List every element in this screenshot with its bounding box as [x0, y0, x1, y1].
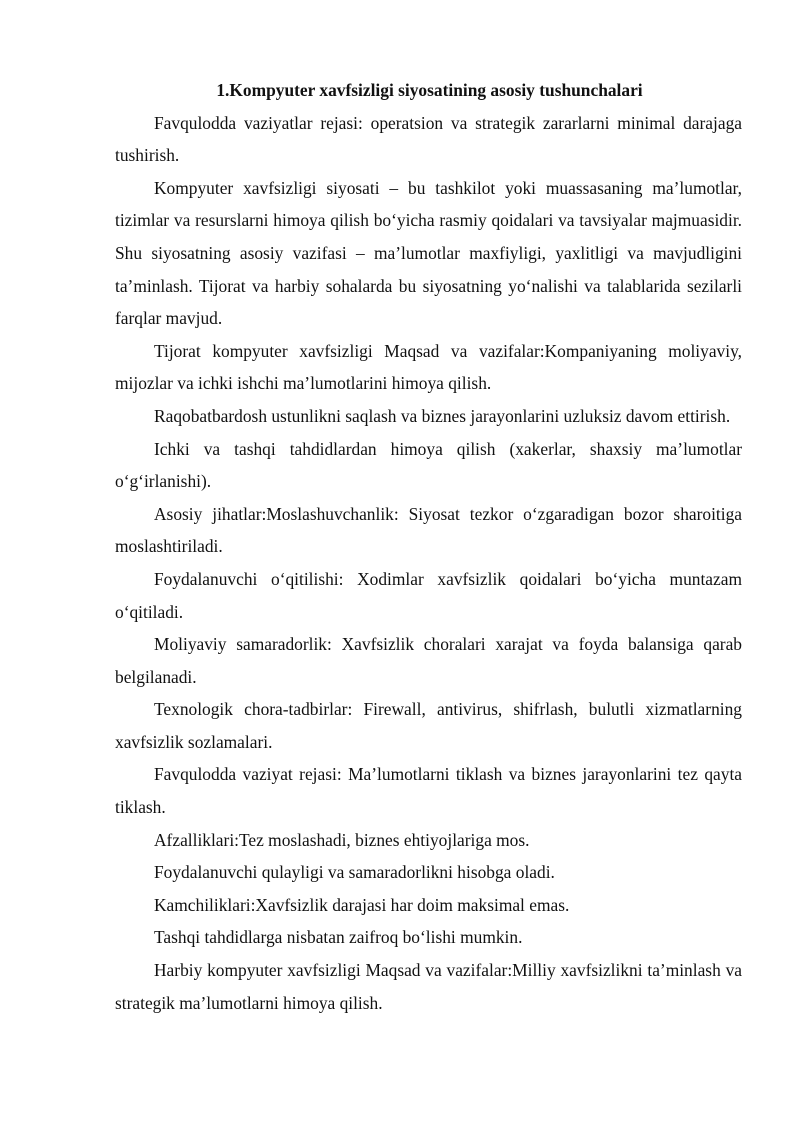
paragraph-emergency-recovery: Favqulodda vaziyat rejasi: Ma’lumotlarni tiklash va biznes jarayonlarini tez qayta tiklash. — [115, 764, 742, 818]
paragraph-financial-efficiency: Moliyaviy samaradorlik: Xavfsizlik choralari xarajat va foyda balansiga qarab belgilanadi. — [115, 634, 742, 687]
paragraph-disadvantages: Kamchiliklari:Xavfsizlik darajasi har doim maksimal emas. — [154, 894, 570, 915]
paragraph-user-training: Foydalanuvchi o‘qitilishi: Xodimlar xavfsizlik qoidalari bo‘yicha muntazam o‘qitiladi. — [115, 568, 742, 622]
paragraph-commercial-goals: Tijorat kompyuter xavfsizligi Maqsad va vazifalar:Kompaniyaning moliyaviy, mijozlar va ichki ishchi ma’lumotlarini himoya qilish. — [115, 340, 742, 394]
paragraph-policy-definition: Kompyuter xavfsizligi siyosati – bu tashkilot yoki muassasaning ma’lumotlar, tizimlar va resurslarni himoya qilish bo‘yicha rasmiy qoidalari va tavsiyalar majmuasidir. Shu siyosatning asosiy vazifasi – ma’lumotlar maxfiyligi, yaxlitligi va mavjudligini ta’minlash. Tijorat va harbiy sohalarda bu siyosatning yo‘nalishi va talablarida sezilarli farqlar mavjud. — [115, 177, 742, 329]
paragraph-emergency-plan: Favqulodda vaziyatlar rejasi: operatsion va strategik zararlarni minimal darajaga tushirish. — [115, 112, 742, 166]
paragraph-threat-protection: Ichki va tashqi tahdidlardan himoya qilish (xakerlar, shaxsiy ma’lumotlar o‘g‘irlanishi). — [115, 438, 742, 492]
paragraph-military-security: Harbiy kompyuter xavfsizligi Maqsad va vazifalar:Milliy xavfsizlikni ta’minlash va strategik ma’lumotlarni himoya qilish. — [115, 960, 742, 1013]
paragraph-user-convenience: Foydalanuvchi qulayligi va samaradorlikni hisobga oladi. — [154, 862, 555, 883]
paragraph-competitive-advantage: Raqobatbardosh ustunlikni saqlash va biznes jarayonlarini uzluksiz davom ettirish. — [154, 405, 731, 426]
section-title: 1.Kompyuter xavfsizligi siyosatining asosiy tushunchalari — [216, 80, 643, 100]
paragraph-advantages: Afzalliklari:Tez moslashadi, biznes ehtiyojlariga mos. — [154, 829, 530, 850]
paragraph-external-threats: Tashqi tahdidlarga nisbatan zaifroq bo‘lishi mumkin. — [154, 927, 523, 948]
paragraph-technological-measures: Texnologik chora-tadbirlar: Firewall, antivirus, shifrlash, bulutli xizmatlarning xavfsizlik sozlamalari. — [115, 699, 742, 752]
paragraph-flexibility: Asosiy jihatlar:Moslashuvchanlik: Siyosat tezkor o‘zgaradigan bozor sharoitiga moslashtiriladi. — [115, 503, 742, 557]
